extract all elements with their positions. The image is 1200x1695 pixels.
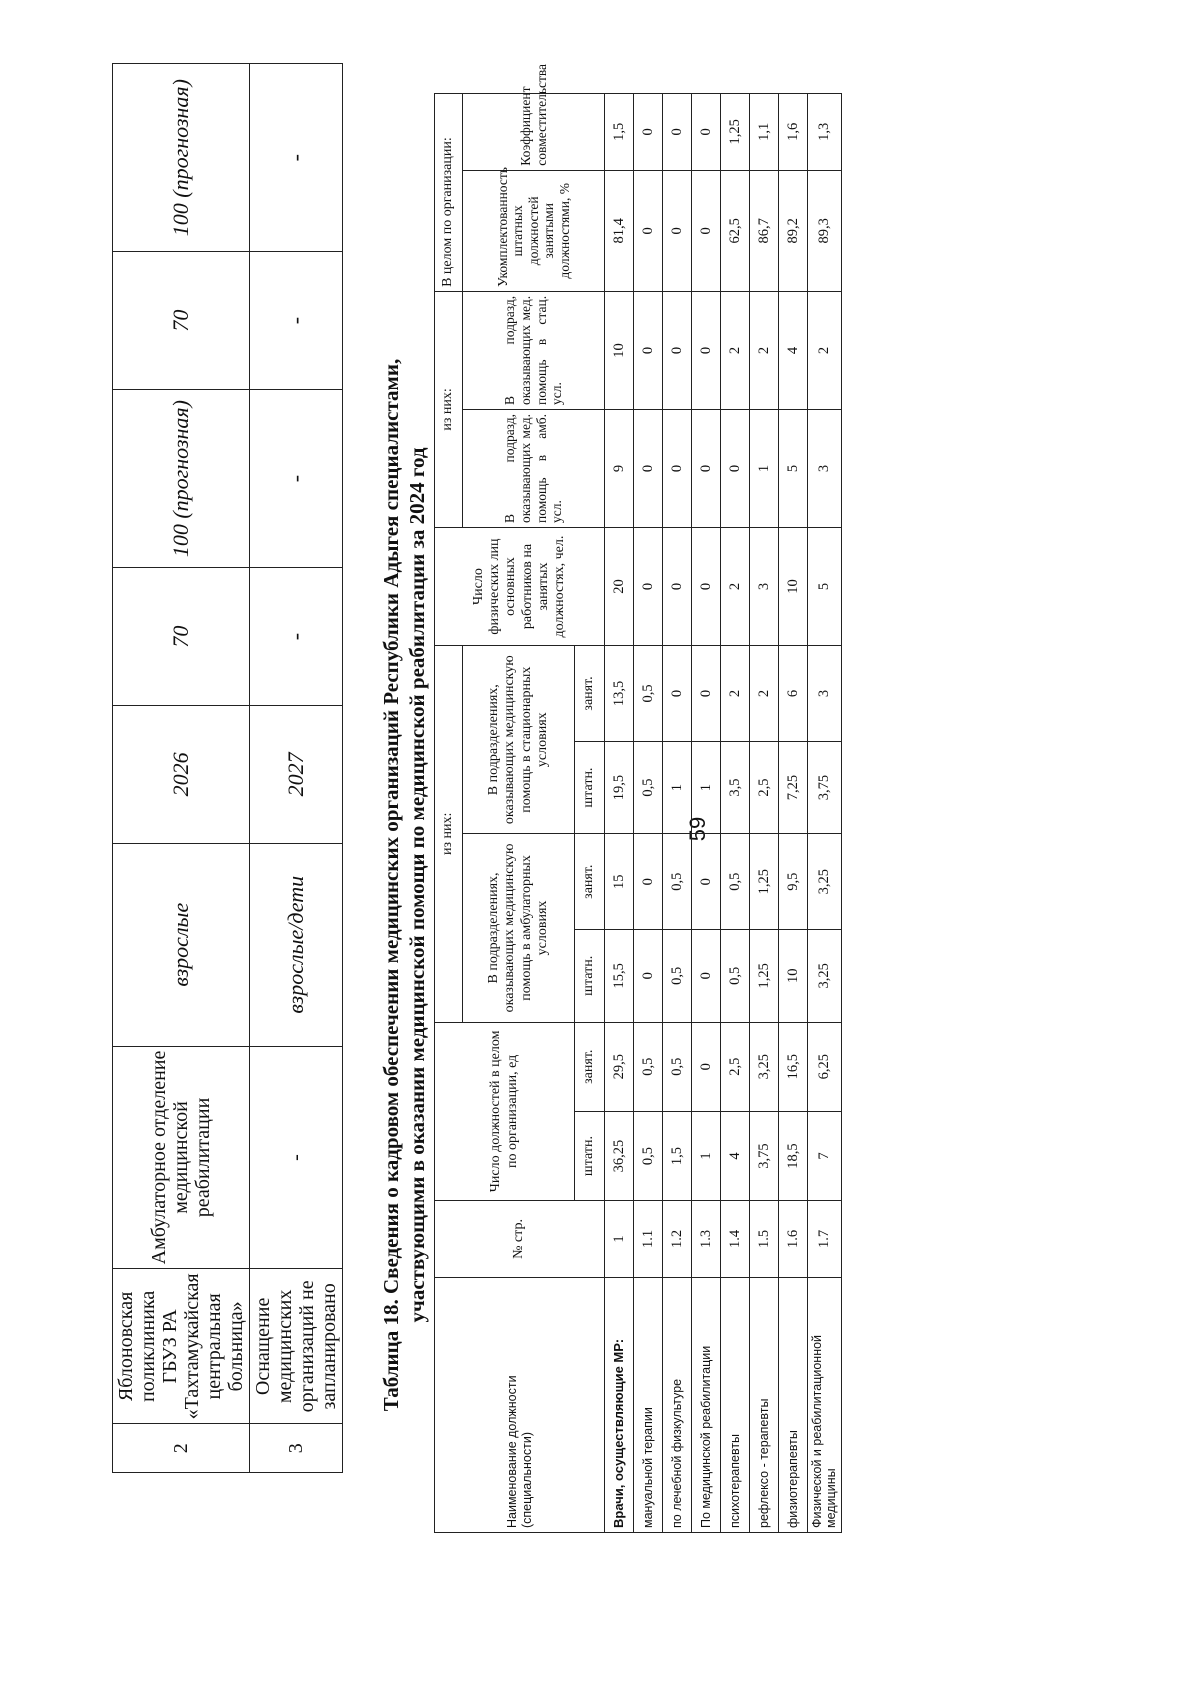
cell-ph_st: 10 [605, 291, 634, 409]
row-name: психотерапевты [721, 1277, 750, 1532]
org-name: Яблоновская поликлиника ГБУЗ РА «Тахтамукайская центральная больница» [113, 1269, 250, 1424]
cell-tot_z: 2,5 [721, 1022, 750, 1111]
cell-amb_z: 3,25 [808, 834, 842, 930]
cell-amb_z: 0,5 [721, 834, 750, 930]
cell-tot_s: 36,25 [605, 1111, 634, 1200]
cell-staff: 89,3 [808, 170, 842, 291]
cell-st_z: 0 [692, 646, 721, 742]
cell-coef: 0 [692, 94, 721, 171]
header-of-them-2: из них: [435, 291, 463, 527]
header-staffing: Укомплектованность штатных должностей занятыми должностями, % [463, 170, 605, 291]
value-4: - [250, 64, 343, 252]
cell-ph_st: 2 [721, 291, 750, 409]
cell-ph_amb: 5 [779, 409, 808, 527]
cell-ph_st: 2 [750, 291, 779, 409]
cell-ph_st: 0 [692, 291, 721, 409]
header-org-total: В целом по организации: [435, 94, 463, 292]
cell-amb_s: 0 [634, 930, 663, 1023]
cell-staff: 0 [692, 170, 721, 291]
caption-line-1: Таблица 18. Сведения о кадровом обеспечении медицинских организаций Республики Адыгея специалистами, [379, 358, 403, 1412]
cell-tot_s: 3,75 [750, 1111, 779, 1200]
header-shtat: штатн. [575, 1111, 605, 1200]
cell-amb_s: 0 [692, 930, 721, 1023]
unit-name: - [250, 1046, 343, 1269]
header-amb: В подразделениях, оказывающих медицинскую помощь в амбулаторных условиях [463, 834, 575, 1022]
table-row [113, 64, 250, 1473]
cell-tot_s: 1 [692, 1111, 721, 1200]
cell-coef: 0 [663, 94, 692, 171]
cell-st_s: 3,5 [721, 741, 750, 834]
cell-amb_s: 0,5 [721, 930, 750, 1023]
cell-st_s: 2,5 [750, 741, 779, 834]
table-18 [434, 63, 842, 1533]
patient-type: взрослые/дети [250, 843, 343, 1046]
cell-ph_amb: 9 [605, 409, 634, 527]
org-name: Оснащение медицинских организаций не запланировано [250, 1269, 343, 1424]
cell-no: 1.5 [750, 1201, 779, 1278]
cell-no: 1.1 [634, 1201, 663, 1278]
cell-amb_z: 1,25 [750, 834, 779, 930]
cell-tot_z: 29,5 [605, 1022, 634, 1111]
value-2: - [250, 389, 343, 567]
page-number: 59 [685, 816, 711, 842]
cell-no: 1.2 [663, 1201, 692, 1278]
cell-ph_amb: 0 [721, 409, 750, 527]
cell-staff: 0 [634, 170, 663, 291]
cell-ph_st: 4 [779, 291, 808, 409]
cell-st_s: 3,75 [808, 741, 842, 834]
row-name: рефлексо - терапевты [750, 1277, 779, 1532]
cell-phys: 0 [634, 528, 663, 646]
cell-phys: 5 [808, 528, 842, 646]
cell-ph_st: 0 [663, 291, 692, 409]
cell-st_s: 1 [663, 741, 692, 834]
cell-phys: 10 [779, 528, 808, 646]
header-row-no: № стр. [435, 1201, 605, 1278]
caption-line-2: участвующими в оказании медицинской помощи по медицинской реабилитации за 2024 год [405, 447, 430, 1323]
patient-type: взрослые [113, 843, 250, 1046]
table-row [721, 94, 750, 1533]
cell-ph_st: 2 [808, 291, 842, 409]
cell-st_s: 0,5 [634, 741, 663, 834]
cell-tot_z: 3,25 [750, 1022, 779, 1111]
cell-ph_amb: 0 [692, 409, 721, 527]
header-zanyat: занят. [575, 646, 605, 742]
cell-tot_z: 6,25 [808, 1022, 842, 1111]
table-body [605, 94, 842, 1533]
row-number: 3 [250, 1424, 343, 1473]
value-4: 100 (прогнозная) [113, 64, 250, 252]
cell-tot_z: 16,5 [779, 1022, 808, 1111]
cell-tot_s: 7 [808, 1111, 842, 1200]
cell-st_z: 0,5 [634, 646, 663, 742]
cell-st_z: 2 [750, 646, 779, 742]
header-shtat: штатн. [575, 930, 605, 1023]
cell-staff: 0 [663, 170, 692, 291]
row-name: мануальной терапии [634, 1277, 663, 1532]
cell-coef: 1,5 [605, 94, 634, 171]
cell-no: 1 [605, 1201, 634, 1278]
cell-amb_s: 15,5 [605, 930, 634, 1023]
cell-amb_z: 0 [692, 834, 721, 930]
cell-tot_z: 0,5 [663, 1022, 692, 1111]
cell-ph_amb: 0 [663, 409, 692, 527]
cell-no: 1.7 [808, 1201, 842, 1278]
cell-no: 1.4 [721, 1201, 750, 1278]
header-phys-stac: В подразд, оказывающих мед. помощь в стац. усл. [463, 291, 605, 409]
row-number: 2 [113, 1424, 250, 1473]
header-coef: Коэффициент совместительства [463, 94, 605, 171]
cell-st_z: 0 [663, 646, 692, 742]
cell-tot_s: 18,5 [779, 1111, 808, 1200]
value-1: - [250, 568, 343, 706]
table-row [808, 94, 842, 1533]
table-row [634, 94, 663, 1533]
cell-amb_s: 0,5 [663, 930, 692, 1023]
cell-st_s: 19,5 [605, 741, 634, 834]
cell-staff: 89,2 [779, 170, 808, 291]
unit-name: Амбулаторное отделение медицинской реабилитации [113, 1046, 250, 1269]
cell-tot_z: 0 [692, 1022, 721, 1111]
table-row [663, 94, 692, 1533]
header-phys-amb: В подразд, оказывающих мед. помощь в амб. усл. [463, 409, 605, 527]
cell-st_s: 1 [692, 741, 721, 834]
top-table [112, 63, 343, 1473]
cell-tot_s: 4 [721, 1111, 750, 1200]
cell-no: 1.6 [779, 1201, 808, 1278]
cell-phys: 20 [605, 528, 634, 646]
cell-ph_st: 0 [634, 291, 663, 409]
row-name: физиотерапевты [779, 1277, 808, 1532]
cell-ph_amb: 1 [750, 409, 779, 527]
row-name: Врачи, осуществляющие МР: [605, 1277, 634, 1532]
header-name: Наименование должности (специальности) [435, 1277, 605, 1532]
cell-coef: 1,1 [750, 94, 779, 171]
row-name: По медицинской реабилитации [692, 1277, 721, 1532]
table-caption [378, 245, 431, 1525]
year: 2026 [113, 705, 250, 843]
cell-coef: 1,6 [779, 94, 808, 171]
cell-tot_s: 1,5 [663, 1111, 692, 1200]
cell-phys: 0 [663, 528, 692, 646]
cell-ph_amb: 3 [808, 409, 842, 527]
cell-amb_s: 1,25 [750, 930, 779, 1023]
cell-staff: 81,4 [605, 170, 634, 291]
cell-tot_s: 0,5 [634, 1111, 663, 1200]
value-1: 70 [113, 568, 250, 706]
table-row [605, 94, 634, 1533]
row-name: Физической и реабилитационной медицины [808, 1277, 842, 1532]
value-2: 100 (прогнозная) [113, 389, 250, 567]
cell-st_s: 7,25 [779, 741, 808, 834]
cell-coef: 1,3 [808, 94, 842, 171]
header-phys: Число физических лиц основных работников на занятых должностях, чел. [435, 528, 605, 646]
cell-st_z: 6 [779, 646, 808, 742]
cell-amb_s: 3,25 [808, 930, 842, 1023]
cell-amb_z: 15 [605, 834, 634, 930]
cell-no: 1.3 [692, 1201, 721, 1278]
cell-staff: 86,7 [750, 170, 779, 291]
header-shtat: штатн. [575, 741, 605, 834]
header-positions-total: Число должностей в целом по организации, ед [435, 1022, 575, 1201]
header-of-them: из них: [435, 646, 463, 1022]
cell-st_z: 2 [721, 646, 750, 742]
cell-st_z: 3 [808, 646, 842, 742]
cell-amb_z: 9,5 [779, 834, 808, 930]
cell-amb_z: 0 [634, 834, 663, 930]
cell-coef: 1,25 [721, 94, 750, 171]
year: 2027 [250, 705, 343, 843]
value-3: 70 [113, 252, 250, 390]
value-3: - [250, 252, 343, 390]
cell-ph_amb: 0 [634, 409, 663, 527]
cell-amb_s: 10 [779, 930, 808, 1023]
cell-tot_z: 0,5 [634, 1022, 663, 1111]
table-row [692, 94, 721, 1533]
cell-phys: 0 [692, 528, 721, 646]
cell-phys: 2 [721, 528, 750, 646]
cell-st_z: 13,5 [605, 646, 634, 742]
cell-coef: 0 [634, 94, 663, 171]
cell-phys: 3 [750, 528, 779, 646]
table-row [250, 64, 343, 1473]
header-stac: В подразделениях, оказывающих медицинскую помощь в стационарных условиях [463, 646, 575, 834]
header-zanyat: занят. [575, 834, 605, 930]
row-name: по лечебной физкультуре [663, 1277, 692, 1532]
table-row [750, 94, 779, 1533]
header-zanyat: занят. [575, 1022, 605, 1111]
cell-amb_z: 0,5 [663, 834, 692, 930]
cell-staff: 62,5 [721, 170, 750, 291]
table-row [779, 94, 808, 1533]
